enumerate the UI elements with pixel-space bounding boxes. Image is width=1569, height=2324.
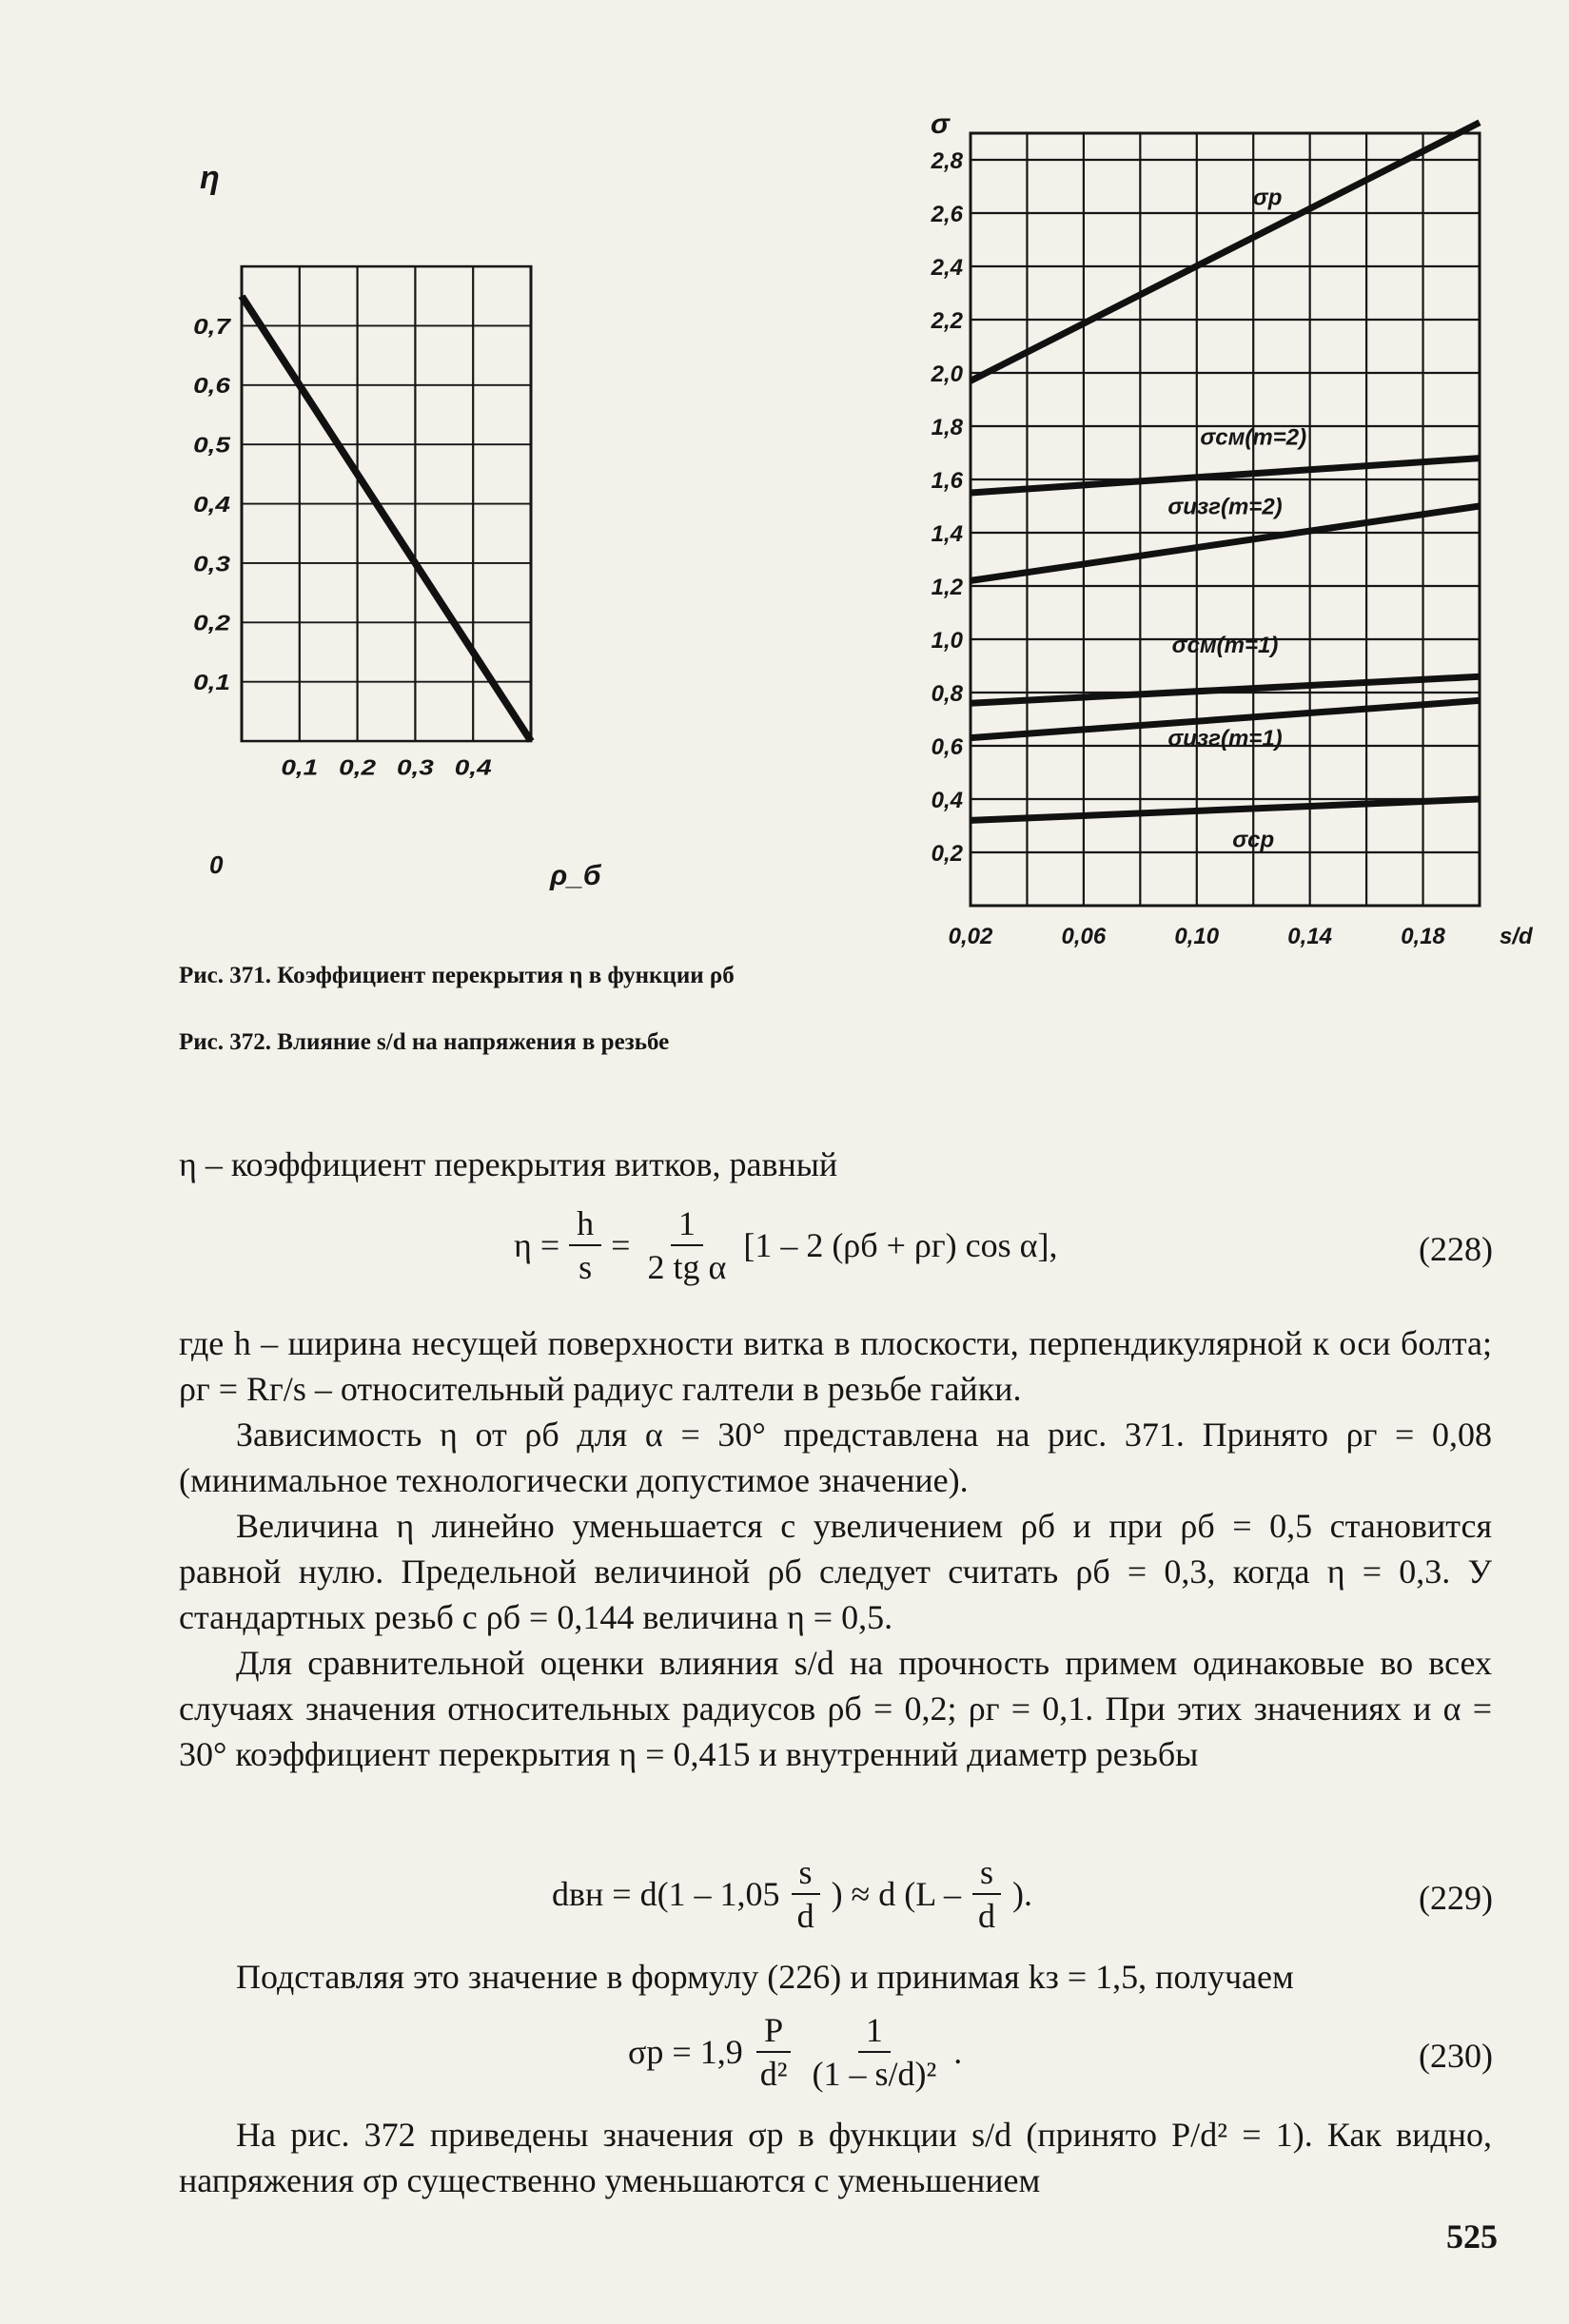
series-label: σизг(m=1) (1167, 726, 1283, 752)
x-tick-label: 0,3 (396, 755, 434, 780)
series-label: σсм(m=2) (1200, 424, 1307, 451)
x-tick-label: 0,10 (1174, 924, 1220, 949)
y-tick-label: 2,8 (931, 148, 963, 174)
y-tick-label: 0,6 (931, 734, 963, 760)
y-tick-label: 2,6 (931, 202, 963, 227)
x-tick-label: 0,4 (454, 755, 492, 780)
x-tick-label: 0,02 (948, 924, 993, 949)
x-tick-label: 0,18 (1401, 924, 1445, 949)
series-line (971, 123, 1480, 381)
series-labels (1167, 186, 1306, 853)
paragraph-dependence: Зависимость η от ρб для α = 30° представлена на рис. 371. Принято ρг = 0,08 (минимальное технологически допустимое значение). (179, 1416, 1492, 1499)
text-substitution (179, 1954, 1492, 2000)
figure-372-caption: Рис. 372. Влияние s/d на напряжения в резьбе (179, 1029, 670, 1055)
y-tick-label: 2,0 (931, 361, 963, 387)
paragraph-where: где h – ширина несущей поверхности витка в плоскости, перпендикулярной к оси болта; ρг = Rг/s – относительный радиус галтели в резьбе гайки. (179, 1324, 1492, 1408)
x-tick-label: 0,1 (281, 755, 319, 780)
y-axis-label: σ (931, 108, 950, 140)
chart-fig-371 (143, 143, 714, 923)
y-tick-label: 0,8 (931, 681, 963, 707)
series-label: σсм(m=1) (1171, 633, 1279, 658)
y-tick-label: 2,2 (931, 308, 963, 334)
paragraph-linear: Величина η линейно уменьшается с увеличением ρб и при ρб = 0,5 становится равной нулю. Предельной величиной ρб следует считать ρб = 0,3, когда η = 0,3. У стандартных резьб с ρб = 0,144 величина η = 0,5. (179, 1507, 1492, 1636)
series-line (971, 459, 1480, 493)
series-line-eta (242, 296, 531, 741)
y-tick-label: 0,7 (193, 314, 230, 340)
y-tick-label: 0,6 (193, 374, 230, 399)
series-label: σр (1252, 185, 1283, 211)
y-tick-label: 1,8 (931, 415, 963, 440)
y-tick-label: 0,1 (193, 671, 230, 695)
formula-228-fraction-1: $\frac{h}{s}$ (569, 1202, 601, 1288)
formula-229-lhs: dвн = d(1 – 1,05 (552, 1875, 780, 1913)
y-tick-label: 0,4 (193, 492, 230, 518)
text-eta-definition: η – коэффициент перекрытия витков, равный (179, 1145, 838, 1183)
formula-229-fraction-1: $\frac{s}{d}$ (790, 1851, 822, 1937)
formula-229-fraction-2: $\frac{s}{d}$ (971, 1851, 1003, 1937)
x-tick-label: 0,14 (1287, 924, 1333, 949)
page-number: 525 (1446, 2217, 1498, 2256)
series-line (971, 799, 1480, 820)
y-tick-label: 1,6 (931, 468, 963, 494)
y-tick-label: 1,2 (931, 575, 963, 600)
y-tick-label: 0,5 (193, 433, 230, 459)
formula-228-number: (228) (1419, 1230, 1493, 1268)
x-tick-label: 0,06 (1061, 924, 1107, 949)
formula-229: dвн = d(1 – 1,05 $\frac{s}{d}$ ) ≈ d (L – $\frac{s}{d}$ ). (229) (552, 1853, 1493, 1935)
formula-230: σр = 1,9 $\frac{P}{\text{d²}}$ $\frac{1}{\text{(1 – s/d)²}}$ . (230) (628, 2011, 1493, 2093)
y-tick-label: 1,0 (931, 628, 963, 654)
paragraph-substitution: Подставляя это значение в формулу (226) и принимая kз = 1,5, получаем (236, 1958, 1294, 1996)
x-axis-label: ρ_б (550, 860, 601, 891)
y-tick-label: 0,4 (931, 788, 963, 813)
y-tick-label: 0,2 (193, 611, 230, 636)
formula-230-number: (230) (1419, 2037, 1493, 2075)
chart-fig-372 (894, 105, 1533, 949)
series-label: σизг(m=2) (1167, 494, 1283, 520)
y-tick-label: 2,4 (931, 255, 963, 281)
formula-228-lhs: η = (514, 1226, 560, 1264)
y-axis-label: η (200, 160, 220, 196)
origin-label: 0 (209, 850, 224, 879)
figure-371-caption: Рис. 371. Коэффициент перекрытия η в функции ρб (179, 963, 735, 988)
chart-root (193, 266, 531, 780)
series-label: σср (1232, 827, 1275, 853)
formula-228-fraction-2: $\frac{1}{\text{2 tg α}}$ (647, 1204, 727, 1286)
paragraph-fig372: На рис. 372 приведены значения σр в функции s/d (принято P/d² = 1). Как видно, напряжения σр существенно уменьшаются с уменьшением (179, 2116, 1492, 2199)
formula-230-fraction-2: $\frac{1}{\text{(1 – s/d)²}}$ (812, 2011, 937, 2093)
text-body (179, 1320, 1492, 1777)
series-lines (242, 296, 531, 741)
y-tick-label: 1,4 (931, 521, 963, 547)
series-line (971, 676, 1480, 703)
y-tick-label: 0,3 (193, 552, 230, 576)
formula-230-lhs: σр = 1,9 (628, 2033, 743, 2071)
formula-228-bracket: [1 – 2 (ρб + ρг) cos α], (743, 1226, 1058, 1264)
x-axis-label: s/d (1500, 924, 1533, 949)
paragraph-compare: Для сравнительной оценки влияния s/d на прочность примем одинаковые во всех случаях значения относительных радиусов ρб = 0,2; ρг = 0,1. При этих значениях и α = 30° коэффициент перекрытия η = 0,415 и внутренний диаметр резьбы (179, 1644, 1492, 1773)
formula-230-fraction-1: $\frac{P}{\text{d²}}$ (753, 2009, 795, 2095)
text-fig372-reference (179, 2112, 1492, 2203)
series-lines (971, 123, 1480, 821)
x-tick-label: 0,2 (339, 755, 377, 780)
formula-229-number: (229) (1419, 1879, 1493, 1917)
formula-228: η = $\frac{h}{s}$ = $\frac{1}{\text{2 tg α}}$ [1 – 2 (ρб + ρг) cos α], (228) (514, 1204, 1493, 1286)
y-tick-label: 0,2 (931, 841, 963, 867)
